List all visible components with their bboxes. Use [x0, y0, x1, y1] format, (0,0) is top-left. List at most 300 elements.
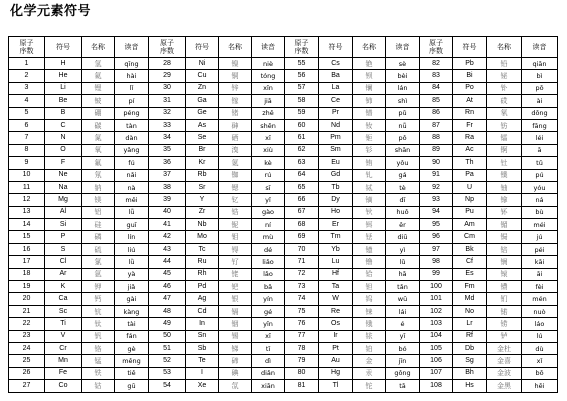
element-symbol-cell: Co [45, 380, 82, 392]
atomic-number-cell: 76 [285, 318, 319, 330]
element-name-cell: 镉 [219, 305, 252, 317]
element-name-cell: 钛 [82, 318, 115, 330]
element-name-cell: 氡 [487, 107, 522, 119]
element-pinyin-cell: bì [522, 70, 558, 82]
element-symbol-cell: He [45, 70, 82, 82]
element-symbol-cell: Te [186, 355, 219, 367]
element-name-cell: 铬 [82, 342, 115, 354]
element-name-cell: 氖 [82, 169, 115, 181]
element-pinyin-cell: lǜ [115, 256, 149, 268]
element-pinyin-cell: mén [522, 293, 558, 305]
element-pinyin-cell: dī [386, 194, 420, 206]
element-symbol-cell: Ti [45, 318, 82, 330]
element-symbol-cell: Md [453, 293, 487, 305]
atomic-number-cell: 36 [149, 157, 186, 169]
element-pinyin-cell: jiā [252, 95, 285, 107]
element-pinyin-cell: gǒng [386, 367, 420, 379]
element-pinyin-cell: bù [522, 206, 558, 218]
table-row [9, 305, 558, 317]
element-name-cell: 铅 [487, 58, 522, 70]
element-pinyin-cell: xǐ [522, 355, 558, 367]
atomic-number-cell: 9 [9, 157, 45, 169]
element-name-cell: 铷 [219, 169, 252, 181]
element-pinyin-cell: zhě [252, 107, 285, 119]
header-atomic-number [9, 37, 45, 58]
element-symbol-cell: Pm [319, 132, 353, 144]
element-symbol-cell: As [186, 119, 219, 131]
element-name-cell: 锡 [219, 330, 252, 342]
element-name-cell: 硼 [82, 107, 115, 119]
element-pinyin-cell: hài [115, 70, 149, 82]
atomic-number-cell: 29 [149, 70, 186, 82]
atomic-number-cell: 23 [9, 330, 45, 342]
header-atomic-number-label: 原子序数 [19, 39, 34, 55]
element-symbol-cell: Au [319, 355, 353, 367]
element-name-cell: 铼 [353, 305, 386, 317]
element-name-cell: 钋 [487, 82, 522, 94]
element-name-cell: 镧 [353, 82, 386, 94]
element-symbol-cell: Rn [453, 107, 487, 119]
header-symbol: 符号 [453, 37, 487, 58]
atomic-number-cell: 85 [420, 95, 453, 107]
element-symbol-cell: Bk [453, 243, 487, 255]
element-name-cell: 氦 [82, 70, 115, 82]
atomic-number-cell: 30 [149, 82, 186, 94]
element-name-cell: 氢 [82, 58, 115, 70]
element-pinyin-cell: liú [115, 243, 149, 255]
element-symbol-cell: Cf [453, 256, 487, 268]
element-pinyin-cell: yín [252, 293, 285, 305]
element-name-cell: 钴 [82, 380, 115, 392]
element-symbol-cell: Hg [319, 367, 353, 379]
atomic-number-cell: 5 [9, 107, 45, 119]
table-row [9, 342, 558, 354]
element-symbol-cell: Sg [453, 355, 487, 367]
element-pinyin-cell: tóng [252, 70, 285, 82]
element-name-cell: 𬬻 [487, 330, 522, 342]
atomic-number-cell: 35 [149, 144, 186, 156]
element-pinyin-cell: yǐ [252, 194, 285, 206]
element-symbol-cell: Fe [45, 367, 82, 379]
element-symbol-cell: Kr [186, 157, 219, 169]
element-symbol-cell: Ga [186, 95, 219, 107]
element-name-cell: 锗 [219, 107, 252, 119]
element-symbol-cell: Hf [319, 268, 353, 280]
table-row [9, 231, 558, 243]
element-pinyin-cell: nà [115, 181, 149, 193]
element-symbol-cell: Sr [186, 181, 219, 193]
atomic-number-cell: 31 [149, 95, 186, 107]
element-pinyin-cell: jú [522, 231, 558, 243]
atomic-number-cell: 39 [149, 194, 186, 206]
element-symbol-cell: Nb [186, 219, 219, 231]
element-pinyin-cell: yóu [522, 181, 558, 193]
element-name-cell: 钼 [219, 231, 252, 243]
element-name-cell: 铌 [219, 219, 252, 231]
atomic-number-cell: 80 [285, 367, 319, 379]
element-name-cell: 铕 [353, 157, 386, 169]
element-symbol-cell: Se [186, 132, 219, 144]
element-symbol-cell: Bi [453, 70, 487, 82]
element-symbol-cell: Ac [453, 144, 487, 156]
table-row [9, 119, 558, 131]
element-symbol-cell: Os [319, 318, 353, 330]
element-pinyin-cell: tǎn [386, 281, 420, 293]
element-name-cell: 钚 [487, 206, 522, 218]
element-pinyin-cell: wū [386, 293, 420, 305]
element-symbol-cell: O [45, 144, 82, 156]
element-name-cell: 锰 [82, 355, 115, 367]
element-pinyin-cell: tǔ [522, 157, 558, 169]
element-name-cell: 钬 [353, 206, 386, 218]
element-pinyin-cell: pí [115, 95, 149, 107]
atomic-number-cell: 92 [420, 181, 453, 193]
element-name-cell: 硒 [219, 132, 252, 144]
element-name-cell: 镭 [487, 132, 522, 144]
element-name-cell: 钠 [82, 181, 115, 193]
table-row [9, 58, 558, 70]
element-name-cell: 钕 [353, 119, 386, 131]
atomic-number-cell: 64 [285, 169, 319, 181]
header-atomic-number-label: 原子序数 [160, 39, 174, 55]
atomic-number-cell: 93 [420, 194, 453, 206]
table-row [9, 355, 558, 367]
atomic-number-cell: 94 [420, 206, 453, 218]
atomic-number-cell: 88 [420, 132, 453, 144]
atomic-number-cell: 66 [285, 194, 319, 206]
element-symbol-cell: In [186, 318, 219, 330]
element-name-cell: 碘 [219, 367, 252, 379]
header-symbol: 符号 [186, 37, 219, 58]
element-table-body [9, 58, 558, 393]
element-symbol-cell: Si [45, 219, 82, 231]
element-symbol-cell: Rh [186, 268, 219, 280]
element-pinyin-cell: tā [386, 380, 420, 392]
atomic-number-cell: 90 [420, 157, 453, 169]
table-row [9, 268, 558, 280]
element-symbol-cell: Mn [45, 355, 82, 367]
element-pinyin-cell: fāng [522, 119, 558, 131]
element-pinyin-cell: gào [252, 206, 285, 218]
element-symbol-cell: Po [453, 82, 487, 94]
element-pinyin-cell: kàng [115, 305, 149, 317]
element-name-cell: 碳 [82, 119, 115, 131]
atomic-number-cell: 78 [285, 342, 319, 354]
atomic-number-cell: 99 [420, 268, 453, 280]
element-name-cell: 钾 [82, 281, 115, 293]
element-name-cell: 溴 [219, 144, 252, 156]
element-pinyin-cell: lǔ [386, 256, 420, 268]
element-symbol-cell: P [45, 231, 82, 243]
element-pinyin-cell: diū [386, 231, 420, 243]
element-pinyin-cell: méi [522, 219, 558, 231]
element-symbol-cell: F [45, 157, 82, 169]
element-name-cell: 金黑 [487, 380, 522, 392]
element-pinyin-cell: xiù [252, 144, 285, 156]
element-name-cell: 锕 [487, 144, 522, 156]
element-symbol-cell: Xe [186, 380, 219, 392]
atomic-number-cell: 101 [420, 293, 453, 305]
element-pinyin-cell: āi [522, 268, 558, 280]
element-name-cell: 铁 [82, 367, 115, 379]
table-row [9, 219, 558, 231]
element-symbol-cell: Rf [453, 330, 487, 342]
element-name-cell: 镤 [487, 169, 522, 181]
atomic-number-cell: 98 [420, 256, 453, 268]
element-pinyin-cell: qiān [522, 58, 558, 70]
header-symbol: 符号 [45, 37, 82, 58]
element-pinyin-cell: lǚ [115, 206, 149, 218]
atomic-number-cell: 100 [420, 281, 453, 293]
element-symbol-cell: Y [186, 194, 219, 206]
header-name: 名称 [82, 37, 115, 58]
element-pinyin-cell: ěr [386, 219, 420, 231]
atomic-number-cell: 69 [285, 231, 319, 243]
element-symbol-cell: C [45, 119, 82, 131]
element-name-cell: 钽 [353, 281, 386, 293]
element-symbol-cell: Dy [319, 194, 353, 206]
element-symbol-cell: V [45, 330, 82, 342]
element-name-cell: 铱 [353, 330, 386, 342]
header-atomic-number-label: 原子序数 [429, 39, 443, 55]
element-pinyin-cell: kè [252, 157, 285, 169]
element-pinyin-cell: gè [115, 342, 149, 354]
atomic-number-cell: 47 [149, 293, 186, 305]
element-name-cell: 镱 [353, 243, 386, 255]
element-name-cell: 汞 [353, 367, 386, 379]
element-pinyin-cell: lú [522, 330, 558, 342]
element-pinyin-cell: pú [522, 169, 558, 181]
element-pinyin-cell: kāi [522, 256, 558, 268]
atomic-number-cell: 41 [149, 219, 186, 231]
element-name-cell: 钙 [82, 293, 115, 305]
header-name: 名称 [219, 37, 252, 58]
element-symbol-cell: Ir [319, 330, 353, 342]
element-name-cell: 镝 [353, 194, 386, 206]
atomic-number-cell: 33 [149, 119, 186, 131]
element-name-cell: 钒 [82, 330, 115, 342]
element-symbol-cell: Pa [453, 169, 487, 181]
page-title: 化学元素符号 [10, 4, 92, 19]
header-pinyin: 读音 [522, 37, 558, 58]
element-name-cell: 铥 [353, 231, 386, 243]
atomic-number-cell: 1 [9, 58, 45, 70]
atomic-number-cell: 43 [149, 243, 186, 255]
element-name-cell: 金波 [487, 367, 522, 379]
element-pinyin-cell: huǒ [386, 206, 420, 218]
header-atomic-number [285, 37, 319, 58]
element-name-cell: 磷 [82, 231, 115, 243]
element-pinyin-cell: gé [252, 305, 285, 317]
element-name-cell: 氪 [219, 157, 252, 169]
element-pinyin-cell: fán [115, 330, 149, 342]
header-pinyin: 读音 [115, 37, 149, 58]
element-symbol-cell: Pt [319, 342, 353, 354]
atomic-number-cell: 37 [149, 169, 186, 181]
element-name-cell: 硅 [82, 219, 115, 231]
element-symbol-cell: Ag [186, 293, 219, 305]
element-pinyin-cell: lǐ [115, 82, 149, 94]
table-row [9, 330, 558, 342]
atomic-number-cell: 48 [149, 305, 186, 317]
element-symbol-cell: Er [319, 219, 353, 231]
atomic-number-cell: 60 [285, 119, 319, 131]
atomic-number-cell: 20 [9, 293, 45, 305]
element-name-cell: 铂 [353, 342, 386, 354]
element-symbol-cell: Ge [186, 107, 219, 119]
element-symbol-cell: Ne [45, 169, 82, 181]
table-header-row [9, 37, 558, 58]
header-pinyin: 读音 [252, 37, 285, 58]
atomic-number-cell: 105 [420, 342, 453, 354]
element-table [8, 36, 558, 393]
atomic-number-cell: 55 [285, 58, 319, 70]
atomic-number-cell: 2 [9, 70, 45, 82]
element-symbol-cell: Pu [453, 206, 487, 218]
atomic-number-cell: 46 [149, 281, 186, 293]
element-name-cell: 镥 [353, 256, 386, 268]
element-pinyin-cell: yīn [252, 318, 285, 330]
element-symbol-cell: Al [45, 206, 82, 218]
atomic-number-cell: 13 [9, 206, 45, 218]
element-pinyin-cell: lán [386, 82, 420, 94]
element-pinyin-cell: bō [522, 367, 558, 379]
atomic-number-cell: 103 [420, 318, 453, 330]
element-name-cell: 锶 [219, 181, 252, 193]
element-name-cell: 锝 [219, 243, 252, 255]
table-row [9, 107, 558, 119]
atomic-number-cell: 24 [9, 342, 45, 354]
table-row [9, 70, 558, 82]
element-symbol-cell: Ce [319, 95, 353, 107]
header-name: 名称 [487, 37, 522, 58]
atomic-number-cell: 6 [9, 119, 45, 131]
element-pinyin-cell: é [386, 318, 420, 330]
atomic-number-cell: 7 [9, 132, 45, 144]
element-symbol-cell: Zr [186, 206, 219, 218]
element-symbol-cell: W [319, 293, 353, 305]
element-symbol-cell: Li [45, 82, 82, 94]
element-name-cell: 钷 [353, 132, 386, 144]
element-pinyin-cell: tài [115, 318, 149, 330]
element-symbol-cell: U [453, 181, 487, 193]
element-pinyin-cell: dōng [522, 107, 558, 119]
element-pinyin-cell: sī [252, 181, 285, 193]
element-symbol-cell: S [45, 243, 82, 255]
element-pinyin-cell: ài [522, 95, 558, 107]
atomic-number-cell: 4 [9, 95, 45, 107]
element-name-cell: 铜 [219, 70, 252, 82]
element-pinyin-cell: yǎng [115, 144, 149, 156]
element-pinyin-cell: ní [252, 219, 285, 231]
element-symbol-cell: Lu [319, 256, 353, 268]
element-pinyin-cell: bó [386, 342, 420, 354]
element-symbol-cell: Mo [186, 231, 219, 243]
atomic-number-cell: 53 [149, 367, 186, 379]
atomic-number-cell: 108 [420, 380, 453, 392]
element-name-cell: 镅 [487, 219, 522, 231]
header-atomic-number-label: 原子序数 [294, 39, 309, 55]
atomic-number-cell: 15 [9, 231, 45, 243]
element-name-cell: 铹 [487, 318, 522, 330]
atomic-number-cell: 21 [9, 305, 45, 317]
element-name-cell: 金杜 [487, 342, 522, 354]
atomic-number-cell: 106 [420, 355, 453, 367]
atomic-number-cell: 34 [149, 132, 186, 144]
element-symbol-cell: Fm [453, 281, 487, 293]
element-symbol-cell: B [45, 107, 82, 119]
atomic-number-cell: 58 [285, 95, 319, 107]
element-symbol-cell: Tb [319, 181, 353, 193]
element-symbol-cell: Am [453, 219, 487, 231]
atomic-number-cell: 40 [149, 206, 186, 218]
element-pinyin-cell: dé [252, 243, 285, 255]
element-name-cell: 金 [353, 355, 386, 367]
element-pinyin-cell: péi [522, 243, 558, 255]
element-name-cell: 铪 [353, 268, 386, 280]
element-name-cell: 钨 [353, 293, 386, 305]
element-pinyin-cell: shì [386, 95, 420, 107]
atomic-number-cell: 38 [149, 181, 186, 193]
table-row [9, 82, 558, 94]
element-pinyin-cell: pǔ [386, 107, 420, 119]
table-row [9, 181, 558, 193]
element-symbol-cell: Yb [319, 243, 353, 255]
element-symbol-cell: Ca [45, 293, 82, 305]
element-name-cell: 金喜 [487, 355, 522, 367]
element-pinyin-cell: nǚ [386, 119, 420, 131]
atomic-number-cell: 65 [285, 181, 319, 193]
element-symbol-cell: Br [186, 144, 219, 156]
element-symbol-cell: Cl [45, 256, 82, 268]
atomic-number-cell: 79 [285, 355, 319, 367]
atomic-number-cell: 97 [420, 243, 453, 255]
atomic-number-cell: 61 [285, 132, 319, 144]
element-pinyin-cell: yī [386, 330, 420, 342]
element-pinyin-cell: ná [522, 194, 558, 206]
element-name-cell: 砷 [219, 119, 252, 131]
table-row [9, 194, 558, 206]
element-name-cell: 锔 [487, 231, 522, 243]
element-name-cell: 锆 [219, 206, 252, 218]
element-pinyin-cell: dù [522, 342, 558, 354]
element-symbol-cell: Mg [45, 194, 82, 206]
element-symbol-cell: Th [453, 157, 487, 169]
element-name-cell: 锿 [487, 268, 522, 280]
element-name-cell: 氩 [82, 268, 115, 280]
element-pinyin-cell: liǎo [252, 256, 285, 268]
element-name-cell: 氧 [82, 144, 115, 156]
element-pinyin-cell: xī [252, 132, 285, 144]
atomic-number-cell: 74 [285, 293, 319, 305]
element-pinyin-cell: dàn [115, 132, 149, 144]
element-pinyin-cell: láo [522, 318, 558, 330]
atomic-number-cell: 71 [285, 256, 319, 268]
atomic-number-cell: 63 [285, 157, 319, 169]
table-row [9, 144, 558, 156]
element-symbol-cell: Cs [319, 58, 353, 70]
element-symbol-cell: Ar [45, 268, 82, 280]
table-row [9, 293, 558, 305]
header-name: 名称 [353, 37, 386, 58]
atomic-number-cell: 86 [420, 107, 453, 119]
element-pinyin-cell: pō [522, 82, 558, 94]
atomic-number-cell: 102 [420, 305, 453, 317]
element-symbol-cell: Cr [45, 342, 82, 354]
atomic-number-cell: 32 [149, 107, 186, 119]
element-symbol-cell: Re [319, 305, 353, 317]
element-symbol-cell: Pd [186, 281, 219, 293]
